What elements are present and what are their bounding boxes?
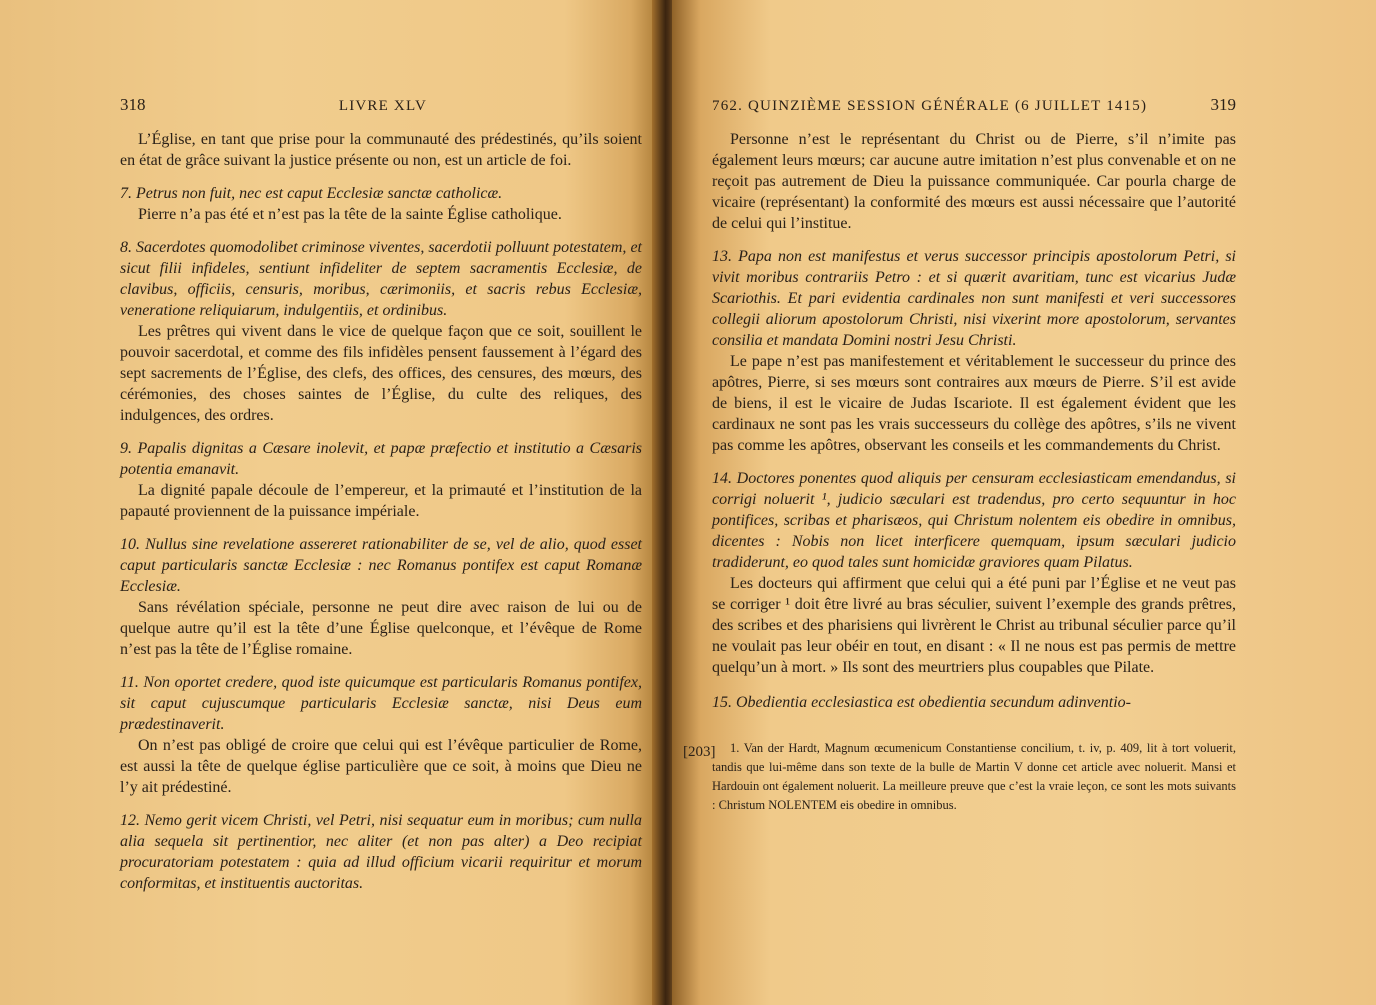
text-paragraph: Le pape n’est pas manifestement et véritablement le successeur du prince des apôtres, Pierre, si ses mœurs sont contraires aux mœurs de Pierre. S’il est avide de biens, il est le vicaire de Judas Iscariote. Il est également évident que les cardinaux ne sont pas les vrais successeurs du collège des apôtres, s’ils ne vivent pas comme les apôtres, observant les conseils et les commandements du Christ. <box>712 353 1236 454</box>
text-paragraph: Les docteurs qui affirment que celui qui a été puni par l’Église et ne veut pas se corriger ¹ doit être livré au bras séculier, suivent l’exemple des grands prêtres, des scribes et des pharisiens qui livrèrent le Christ au tribunal séculier parce qu’il ne voulait pas leur obéir en tout, en disant : « Il ne nous est pas permis de mettre quelqu’un à mort. » Ils sont des meurtriers plus coupables que Pilate. <box>712 575 1236 676</box>
left-running-head <box>120 95 642 115</box>
footnotes <box>712 739 1236 815</box>
latin-article: 14. Doctores ponentes quod aliquis per censuram ecclesiasticam emendandus, si corrigi noluerit ¹, judicio sæculari est tradendus, pro certo sequuntur in hoc pontifices, scribas et pharisæos, qui Christum nolentem eis obedire in omnibus, dicentes : Nobis non licet interficere quemquam, ipsum sæculari judicio tradiderunt, eo quod tales sunt homicidæ graviores quam Pilatus. <box>712 470 1236 571</box>
text-paragraph: Pierre n’a pas été et n’est pas la tête de la sainte Église catholique. <box>138 206 562 223</box>
text-paragraph: La dignité papale découle de l’empereur, et la primauté et l’institution de la papauté proviennent de la puissance impériale. <box>120 482 642 520</box>
latin-article: 9. Papalis dignitas a Cæsare inolevit, et papæ præfectio et institutio a Cæsaris potentia emanavit. <box>120 440 642 478</box>
margin-reference: [203] <box>683 744 716 760</box>
right-running-title: 762. QUINZIÈME SESSION GÉNÉRALE (6 JUILLET 1415) <box>712 98 1148 114</box>
text-paragraph: Les prêtres qui vivent dans le vice de quelque façon que ce soit, souillent le pouvoir sacerdotal, et comme des fils infidèles pensent faussement à l’égard des sept sacrements de l’Église, des clefs, des offices, des censures, des mœurs, des cérémonies, des choses saintes de l’Église, du culte des reliques, des indulgences, des ordres. <box>120 323 642 424</box>
text-paragraph: Personne n’est le représentant du Christ ou de Pierre, s’il n’imite pas également leurs mœurs; car aucune autre imitation n’est plus convenable et on ne reçoit pas autrement de Dieu la puissance communiquée. Car pourla charge de vicaire (représentant) la conformité des mœurs est aussi nécessaire que l’autorité de celui qui l’institue. <box>712 131 1236 232</box>
latin-article: 8. Sacerdotes quomodolibet criminose viventes, sacerdotii polluunt potestatem, et sicut filii infideles, sentiunt infideliter de septem sacramentis Ecclesiæ, de clavibus, officiis, censuris, moribus, cærimoniis, et sacris rebus Ecclesiæ, veneratione reliquiarum, indulgentiis, et ordinibus. <box>120 239 642 319</box>
latin-article: 12. Nemo gerit vicem Christi, vel Petri, nisi sequatur eum in moribus; cum nulla alia sequela sit pertinentior, nec aliter (et non pas alter) a Deo recipiat procuratoriam potestatem : quia ad illud officium vicarii requiritur et morum conformitas, et instituentis auctoritas. <box>120 812 642 892</box>
left-page <box>0 0 664 1005</box>
left-page-number: 318 <box>120 95 146 114</box>
text-paragraph: Sans révélation spéciale, personne ne peut dire avec raison de lui ou de quelque autre qu’il est la tête d’une Église quelconque, et l’évêque de Rome n’est pas la tête de l’Église romaine. <box>120 599 642 658</box>
right-page <box>672 0 1376 1005</box>
text-paragraph: On n’est pas obligé de croire que celui qui est l’évêque particulier de Rome, est aussi la tête de quelque église particulière que ce soit, à moins que Dieu ne l’y ait prédestiné. <box>120 737 642 796</box>
latin-article: 10. Nullus sine revelatione assereret rationabiliter de se, vel de alio, quod esset caput particularis sanctæ Ecclesiæ : nec Romanus pontifex est caput Romanæ Ecclesiæ. <box>120 536 642 595</box>
latin-article: 15. Obedientia ecclesiastica est obedientia secundum adinventio- <box>712 694 1131 711</box>
right-running-head <box>712 95 1236 115</box>
latin-article: 7. Petrus non fuit, nec est caput Ecclesiæ sanctæ catholicæ. <box>120 185 503 202</box>
latin-article: 13. Papa non est manifestus et verus successor principis apostolorum Petri, si vivit moribus contrariis Petro : et si quærit avaritiam, tunc est vicarius Judæ Scariothis. Et pari evidentia cardinales non sunt manifesti et veri successores collegii aliorum apostolorum Christi, nisi vixerint more apostolorum, servantes consilia et mandata Domini nostri Jesu Christi. <box>712 248 1236 349</box>
footnote: 1. Van der Hardt, Magnum œcumenicum Constantiense concilium, t. iv, p. 409, lit à tort voluerit, tandis que lui-même dans son texte de la bulle de Martin V donne cet article avec noluerit. Mansi et Hardouin ont également noluerit. La meilleure preuve que c’est la vraie leçon, ce sont les mots suivants : Christum NOLENTEM eis obedire in omnibus. <box>712 741 1236 812</box>
text-paragraph: L’Église, en tant que prise pour la communauté des prédestinés, qu’ils soient en état de grâce suivant la justice présente ou non, est un article de foi. <box>120 131 642 169</box>
left-running-title: LIVRE XLV <box>338 98 427 114</box>
latin-article: 11. Non oportet credere, quod iste quicumque est particularis Romanus pontifex, sit caput cujuscumque particularis Ecclesiæ sanctæ, nisi Deus eum prædestinaverit. <box>120 674 642 733</box>
right-page-number: 319 <box>1210 95 1236 114</box>
